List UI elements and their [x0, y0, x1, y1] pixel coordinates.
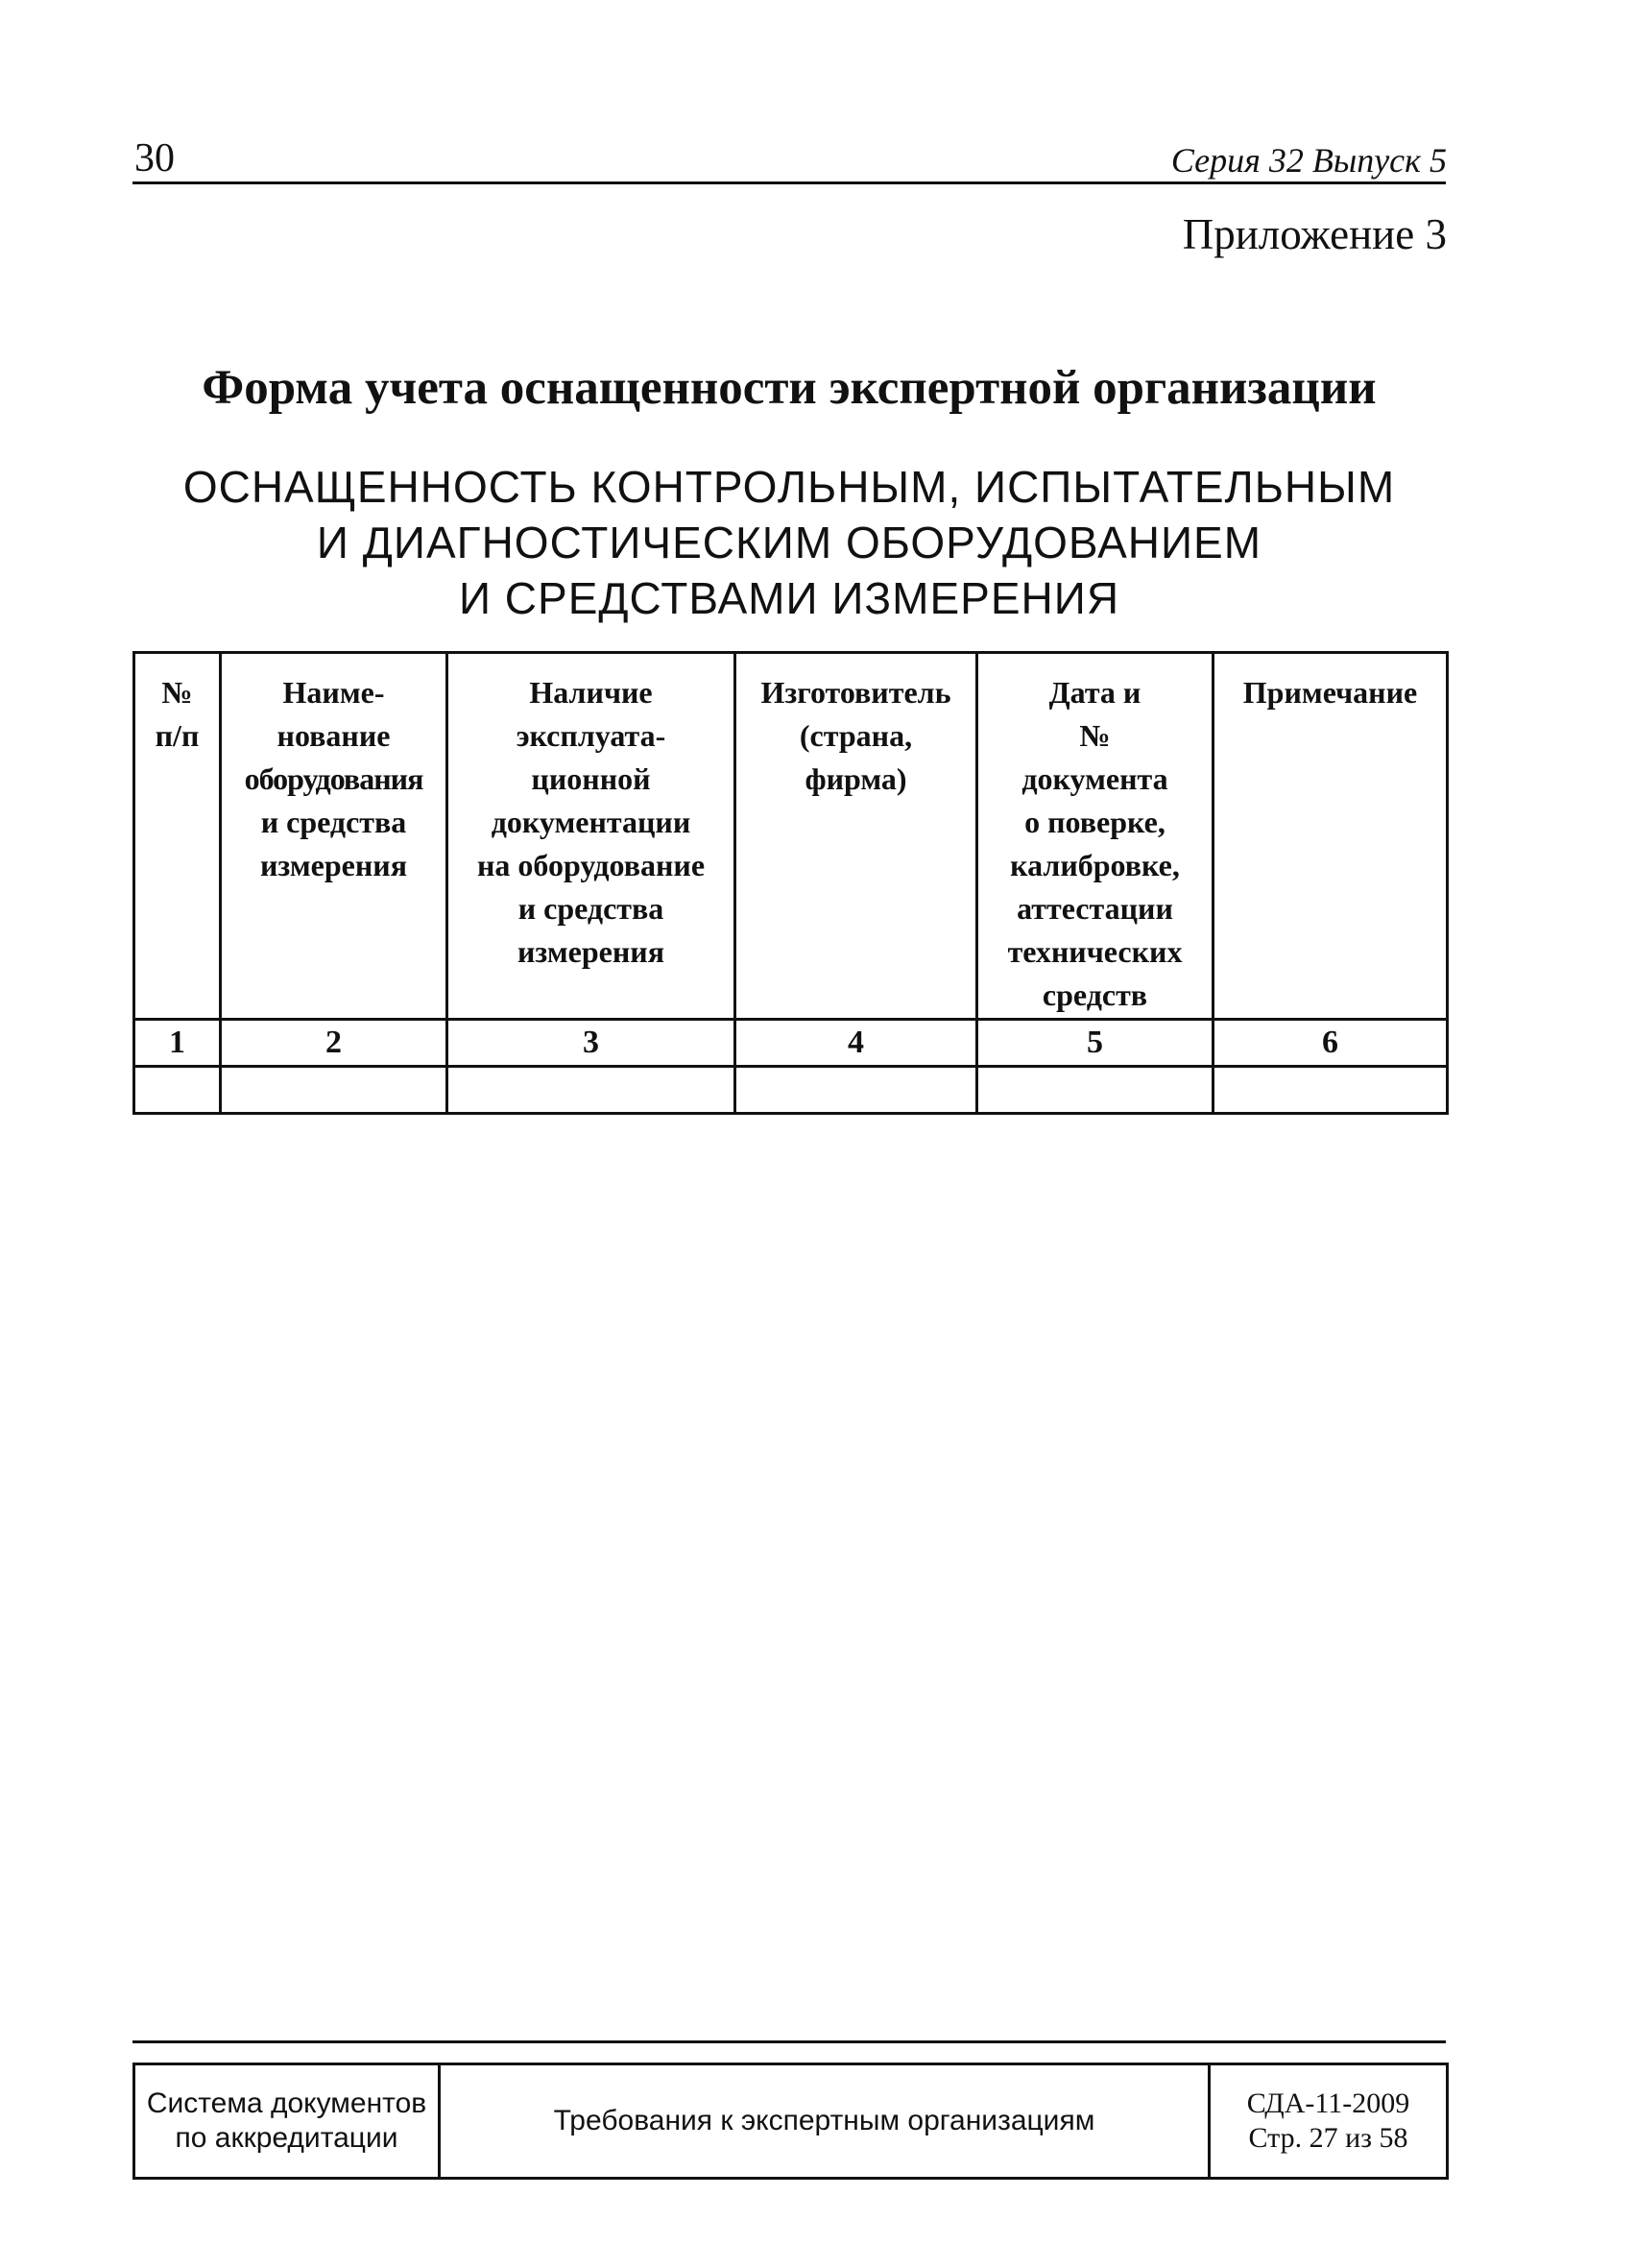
header-line: эксплуата- [516, 718, 666, 753]
column-number: 6 [1213, 1020, 1448, 1067]
header-line: документа [1021, 761, 1168, 796]
column-number: 5 [977, 1020, 1213, 1067]
empty-cell [977, 1067, 1213, 1114]
header-line: о поверке, [1024, 805, 1165, 839]
header-line: средств [1042, 977, 1148, 1012]
column-number: 4 [735, 1020, 977, 1067]
section-title-line: ОСНАЩЕННОСТЬ КОНТРОЛЬНЫМ, ИСПЫТАТЕЛЬНЫМ [182, 462, 1396, 512]
header-cell-verification-document [977, 653, 1213, 1020]
footer-line: Стр. 27 из 58 [1248, 2122, 1408, 2154]
section-title-line: И ДИАГНОСТИЧЕСКИМ ОБОРУДОВАНИЕМ [316, 518, 1262, 567]
header-line: оборудования [244, 761, 423, 796]
header-line: фирма) [805, 761, 907, 796]
header-line: (страна, [799, 718, 913, 753]
footer-document-code [1210, 2064, 1448, 2179]
header-line: Примечание [1242, 675, 1418, 710]
header-line: измерения [259, 848, 408, 882]
footer-line: по аккредитации [175, 2122, 398, 2154]
header-line: Дата и [1048, 675, 1141, 710]
header-cell-manufacturer [735, 653, 977, 1020]
footer-line: Система документов [146, 2087, 427, 2119]
header-line: документации [491, 805, 691, 839]
equipment-table [132, 651, 1449, 1115]
header-line: п/п [155, 718, 200, 753]
empty-cell [134, 1067, 221, 1114]
header-line: и средства [517, 891, 664, 926]
header-line: ционной [531, 761, 651, 796]
footer-rule [132, 2040, 1446, 2043]
form-title: Форма учета оснащенности экспертной организации [202, 361, 1377, 415]
header-rule [132, 181, 1446, 184]
section-title [132, 459, 1446, 626]
header-line: нование [276, 718, 391, 753]
header-cell-note [1213, 653, 1448, 1020]
column-number: 3 [447, 1020, 735, 1067]
header-line: Изготовитель [760, 675, 951, 710]
column-number: 2 [221, 1020, 447, 1067]
header-line: калибровке, [1010, 848, 1180, 882]
header-line: Наличие [529, 675, 653, 710]
footer-row [134, 2064, 1448, 2179]
header-cell-documentation [447, 653, 735, 1020]
header-cell-equipment-name [221, 653, 447, 1020]
empty-cell [221, 1067, 447, 1114]
header-line: измерения [517, 934, 665, 969]
appendix-label: Приложение 3 [1182, 210, 1447, 258]
header-line: технических [1007, 934, 1183, 969]
header-line: № [161, 675, 193, 710]
empty-data-row [134, 1067, 1448, 1114]
column-number: 1 [134, 1020, 221, 1067]
header-line: № [1079, 718, 1111, 753]
section-title-line: И СРЕДСТВАМИ ИЗМЕРЕНИЯ [458, 573, 1120, 623]
column-numbers-row [134, 1020, 1448, 1067]
header-line: и средства [260, 805, 407, 839]
footer-document-title: Требования к экспертным организациям [440, 2064, 1210, 2179]
footer-system-name [134, 2064, 440, 2179]
header-line: на оборудование [476, 848, 706, 882]
page-number: 30 [134, 136, 175, 181]
empty-cell [447, 1067, 735, 1114]
empty-cell [735, 1067, 977, 1114]
footer-line: СДА-11-2009 [1246, 2087, 1410, 2119]
header-line: Наиме- [282, 675, 385, 710]
header-line: аттестации [1017, 891, 1173, 926]
header-cell-number [134, 653, 221, 1020]
empty-cell [1213, 1067, 1448, 1114]
table-header-row [134, 653, 1448, 1020]
running-header-title: Серия 32 Выпуск 5 [1170, 141, 1447, 180]
footer-table [132, 2063, 1449, 2180]
